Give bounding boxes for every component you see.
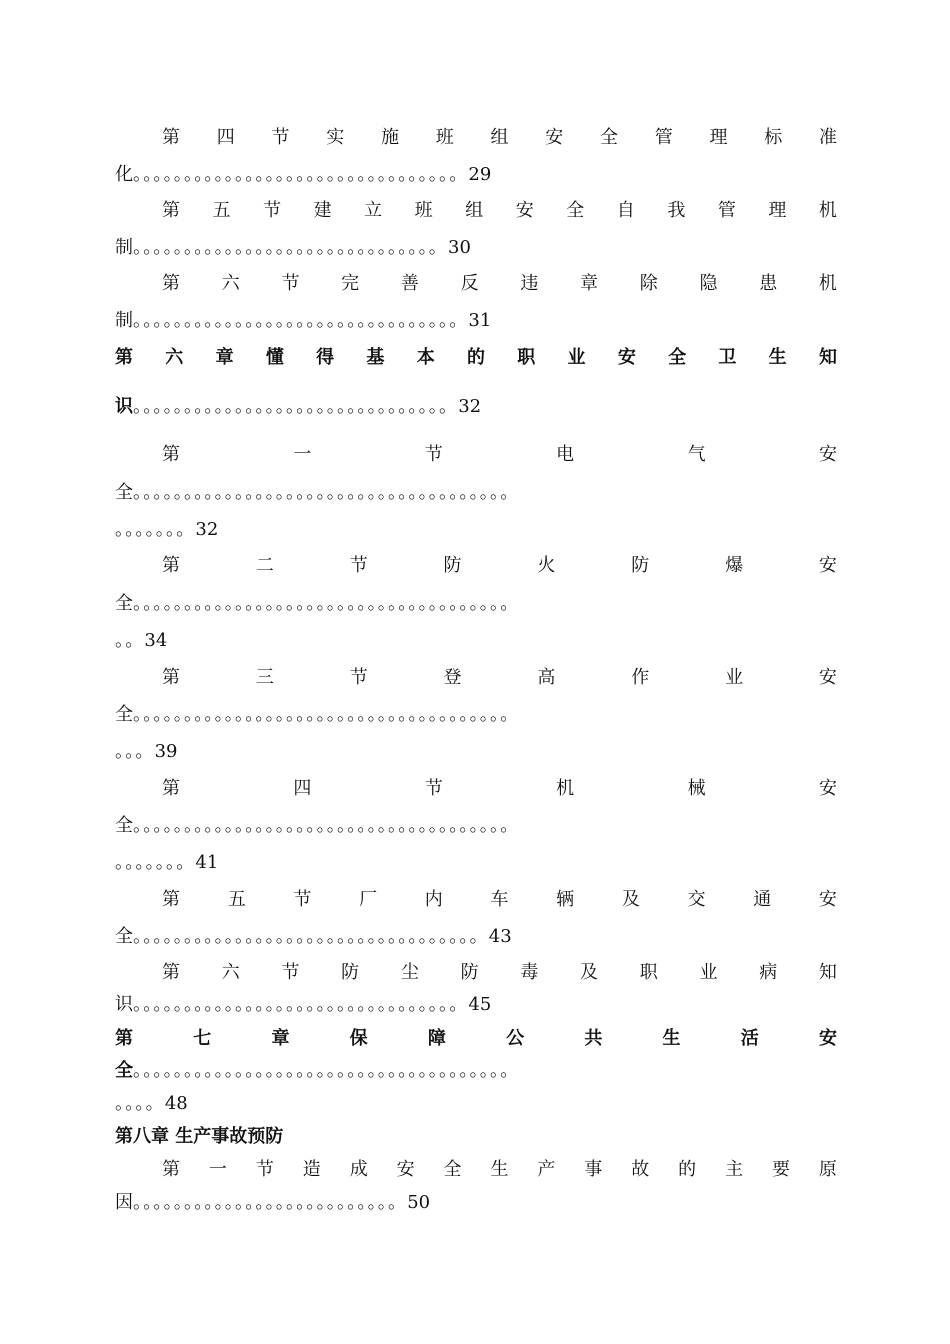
toc-title-char: 防	[443, 555, 462, 576]
toc-title-char: 安	[818, 778, 837, 799]
toc-leader-line[interactable]	[115, 480, 837, 506]
toc-title-char: 生	[768, 347, 787, 368]
toc-title-char: 节	[293, 889, 312, 910]
toc-leader-tail[interactable]	[115, 1091, 837, 1117]
toc-title-char: 生	[490, 1159, 509, 1180]
toc-title-char: 交	[687, 889, 706, 910]
toc-title-char: 共	[584, 1028, 603, 1049]
toc-page-number: 43	[488, 926, 512, 947]
toc-page-number: 34	[144, 630, 168, 651]
toc-title-char: 爆	[725, 555, 744, 576]
toc-lead-char: 识	[115, 396, 133, 417]
toc-title-char: 第	[162, 1159, 180, 1180]
toc-title-char: 故	[631, 1159, 650, 1180]
toc-title-char: 实	[326, 127, 345, 148]
toc-title-char: 三	[255, 667, 274, 688]
toc-title-char: 辆	[556, 889, 575, 910]
toc-title-char: 气	[687, 444, 706, 465]
toc-lead-char: 全	[115, 704, 133, 725]
toc-title-char: 节	[281, 273, 300, 294]
toc-lead-char: 全	[115, 815, 133, 836]
toc-title-char: 机	[818, 200, 837, 221]
toc-title-char: 事	[584, 1159, 603, 1180]
toc-dot-leader: 。。。。	[115, 1093, 165, 1114]
toc-title-char: 安	[396, 1159, 415, 1180]
toc-title-char: 机	[818, 273, 837, 294]
toc-dot-leader: 。。	[115, 630, 145, 651]
toc-lead-char: 因	[115, 1192, 133, 1213]
toc-leader-line[interactable]	[115, 591, 837, 617]
toc-title-char: 班	[435, 127, 454, 148]
toc-page-number: 48	[164, 1093, 188, 1114]
toc-lead-char: 识	[115, 994, 133, 1015]
toc-dot-leader: 。。。。。。。。。。。。。。。。。。。。。。。。。。。。。。。。。。。。。	[133, 593, 520, 614]
toc-page-number: 45	[468, 994, 492, 1015]
toc-title-char: 组	[465, 200, 484, 221]
toc-title-char: 第	[162, 200, 180, 221]
toc-title-char: 节	[271, 127, 290, 148]
toc-page-number: 39	[154, 741, 178, 762]
toc-dot-leader: 。。。。。。。。。。。。。。。。。。。。。。。。。。。。。。。。。。。。。	[133, 1060, 520, 1081]
toc-title-char: 毒	[520, 962, 539, 983]
toc-title-char: 理	[768, 200, 787, 221]
toc-title-char: 患	[759, 273, 778, 294]
toc-title-char: 尘	[400, 962, 419, 983]
toc-title-char: 善	[400, 273, 419, 294]
toc-leader-line[interactable]	[115, 308, 837, 334]
toc-title-char: 原	[818, 1159, 837, 1180]
toc-section-title[interactable]	[162, 125, 837, 151]
toc-title-char: 的	[466, 347, 485, 368]
toc-title-char: 障	[427, 1028, 446, 1049]
toc-dot-leader: 。。。。。。。。。。。。。。。。。。。。。。。。。。。。。。	[133, 237, 448, 258]
toc-leader-line[interactable]	[115, 394, 837, 420]
toc-title-char: 要	[771, 1159, 790, 1180]
toc-title-char: 通	[753, 889, 772, 910]
toc-page-number: 30	[448, 237, 471, 258]
toc-title-char: 全	[443, 1159, 462, 1180]
toc-dot-leader: 。。。。。。。。。。。。。。。。。。。。。。。。。。	[133, 1192, 408, 1213]
toc-title-char: 施	[381, 127, 399, 148]
toc-title-char: 保	[349, 1028, 368, 1049]
toc-title-char: 标	[764, 127, 783, 148]
toc-title-char: 高	[537, 667, 556, 688]
toc-lead-char: 全	[115, 593, 133, 614]
toc-title-char: 业	[725, 667, 744, 688]
toc-dot-leader: 。。。。。。。。。。。。。。。。。。。。。。。。。。。。。。。。	[133, 164, 469, 185]
toc-leader-line[interactable]	[115, 702, 837, 728]
toc-page-number: 31	[468, 310, 492, 331]
toc-title-char: 内	[424, 889, 443, 910]
toc-title-char: 四	[293, 778, 312, 799]
toc-title-char: 全	[600, 127, 618, 148]
toc-title-char: 章	[580, 273, 599, 294]
toc-title-char: 卫	[718, 347, 737, 368]
toc-title-char: 火	[537, 555, 556, 576]
toc-lead-char: 制	[115, 310, 133, 331]
toc-title-char: 业	[567, 347, 586, 368]
toc-page-number: 29	[468, 164, 492, 185]
toc-title-char: 管	[654, 127, 673, 148]
toc-title-char: 本	[416, 347, 435, 368]
toc-title-char: 准	[819, 127, 837, 148]
toc-title-char: 组	[490, 127, 509, 148]
toc-title-char: 四	[216, 127, 235, 148]
toc-title-char: 安	[818, 555, 837, 576]
toc-title-char: 建	[313, 200, 332, 221]
toc-dot-leader: 。。。。。。。。。。。。。。。。。。。。。。。。。。。。。。。。	[133, 994, 469, 1015]
toc-title-char: 违	[520, 273, 539, 294]
toc-title-char: 机	[556, 778, 575, 799]
toc-title-char: 产	[537, 1159, 556, 1180]
toc-title-char: 一	[293, 444, 312, 465]
toc-chapter-title[interactable]	[115, 1026, 837, 1052]
toc-dot-leader: 。。。。。。。。。。。。。。。。。。。。。。。。。。。。。。。。。。。。。	[133, 815, 520, 836]
toc-title-char: 章	[215, 347, 234, 368]
toc-title-char: 的	[678, 1159, 697, 1180]
toc-title-char: 第	[115, 347, 133, 368]
toc-title-char: 安	[818, 444, 837, 465]
toc-section-title[interactable]	[162, 960, 837, 986]
toc-leader-line[interactable]	[115, 992, 837, 1018]
toc-title-char: 病	[759, 962, 778, 983]
toc-title-char: 除	[639, 273, 658, 294]
toc-page-number: 50	[407, 1192, 431, 1213]
toc-title-char: 成	[349, 1159, 368, 1180]
toc-title-char: 全	[566, 200, 585, 221]
toc-title-char: 自	[616, 200, 635, 221]
toc-title-char: 及	[580, 962, 599, 983]
toc-title-char: 知	[818, 347, 837, 368]
toc-dot-leader: 。。。。。。。。。。。。。。。。。。。。。。。。。。。。。。。。	[133, 310, 469, 331]
toc-section-title[interactable]	[162, 1157, 837, 1183]
toc-title-char: 第	[162, 127, 180, 148]
toc-title-char: 第	[162, 444, 180, 465]
toc-title-char: 反	[460, 273, 479, 294]
toc-title-char: 节	[424, 778, 443, 799]
toc-section-title[interactable]	[162, 887, 837, 913]
toc-title-char: 全	[668, 347, 687, 368]
toc-title-char: 职	[517, 347, 536, 368]
toc-title-char: 安	[818, 889, 837, 910]
toc-page-number: 32	[458, 396, 482, 417]
toc-title-char: 第	[162, 778, 180, 799]
toc-leader-tail[interactable]	[115, 628, 837, 654]
toc-title-char: 防	[460, 962, 479, 983]
toc-title-char: 安	[515, 200, 534, 221]
toc-title-char: 基	[366, 347, 385, 368]
toc-title-char: 第	[162, 889, 180, 910]
toc-leader-line[interactable]	[115, 235, 837, 261]
toc-title-char: 车	[490, 889, 509, 910]
toc-title-char: 一	[208, 1159, 227, 1180]
toc-title-char: 业	[699, 962, 718, 983]
toc-leader-line[interactable]	[115, 813, 837, 839]
toc-lead-char: 制	[115, 237, 133, 258]
toc-title-char: 懂	[265, 347, 284, 368]
toc-title-char: 生	[662, 1028, 681, 1049]
toc-dot-leader: 。。。。。。。。。。。。。。。。。。。。。。。。。。。。。。。。。。。。。	[133, 482, 520, 503]
toc-title-char: 六	[165, 347, 184, 368]
toc-title-char: 第	[162, 555, 180, 576]
toc-page-number: 41	[195, 852, 219, 873]
toc-title-char: 防	[631, 555, 650, 576]
toc-lead-char: 化	[115, 164, 133, 185]
toc-section-title[interactable]	[162, 198, 837, 224]
toc-title-char: 章	[271, 1028, 290, 1049]
toc-dot-leader: 。。。。。。。。。。。。。。。。。。。。。。。。。。。。。。。。。。	[133, 926, 489, 947]
toc-dot-leader: 。。。。。。。。。。。。。。。。。。。。。。。。。。。。。。。。。。。。。	[133, 704, 520, 725]
toc-title-char: 节	[263, 200, 282, 221]
toc-title-char: 第	[115, 1028, 133, 1049]
toc-title-char: 造	[302, 1159, 321, 1180]
toc-title-char: 二	[255, 555, 274, 576]
toc-title-char: 电	[556, 444, 575, 465]
toc-title-char: 械	[687, 778, 706, 799]
toc-title-char: 防	[341, 962, 360, 983]
toc-page-number: 32	[195, 519, 219, 540]
toc-lead-char: 全	[115, 1060, 133, 1081]
toc-dot-leader: 。。。。。。。	[115, 852, 196, 873]
toc-leader-line[interactable]	[115, 162, 837, 188]
toc-title-char: 管	[717, 200, 736, 221]
toc-title-char: 隐	[699, 273, 718, 294]
toc-title-char: 七	[193, 1028, 212, 1049]
toc-title-char: 班	[414, 200, 433, 221]
toc-dot-leader: 。。。。。。。	[115, 519, 196, 540]
toc-title-char: 职	[639, 962, 658, 983]
toc-title-char: 节	[281, 962, 300, 983]
toc-title-char: 节	[349, 555, 368, 576]
toc-title-char: 登	[443, 667, 462, 688]
toc-title-char: 六	[221, 273, 240, 294]
toc-title-char: 得	[316, 347, 335, 368]
toc-title-char: 安	[818, 667, 837, 688]
toc-leader-tail[interactable]	[115, 739, 837, 765]
toc-leader-line[interactable]	[115, 1058, 837, 1084]
toc-title-char: 节	[424, 444, 443, 465]
toc-title-char: 公	[506, 1028, 525, 1049]
toc-dot-leader: 。。。。。。。。。。。。。。。。。。。。。。。。。。。。。。。	[133, 396, 459, 417]
toc-chapter-title[interactable]	[115, 345, 837, 371]
toc-dot-leader: 。。。	[115, 741, 155, 762]
toc-title-char: 六	[221, 962, 240, 983]
toc-leader-line[interactable]	[115, 1190, 837, 1216]
toc-title-char: 安	[617, 347, 636, 368]
toc-lead-char: 全	[115, 482, 133, 503]
toc-title-char: 作	[631, 667, 650, 688]
toc-title-char: 第	[162, 273, 180, 294]
toc-title-char: 完	[341, 273, 360, 294]
toc-title-char: 主	[725, 1159, 744, 1180]
toc-section-title[interactable]	[162, 271, 837, 297]
toc-title-char: 安	[545, 127, 564, 148]
toc-title-char: 五	[212, 200, 231, 221]
toc-section-title[interactable]	[162, 776, 837, 802]
toc-leader-tail[interactable]	[115, 517, 837, 543]
toc-title-char: 我	[667, 200, 686, 221]
toc-chapter-title[interactable]: 第八章 生产事故预防	[115, 1126, 284, 1147]
toc-title-char: 节	[255, 1159, 274, 1180]
toc-section-title[interactable]	[162, 553, 837, 579]
toc-leader-tail[interactable]	[115, 850, 837, 876]
toc-section-title[interactable]	[162, 665, 837, 691]
toc-title-char: 安	[818, 1028, 837, 1049]
toc-title-char: 及	[621, 889, 640, 910]
toc-title-char: 理	[709, 127, 728, 148]
toc-title-char: 五	[227, 889, 246, 910]
toc-title-char: 节	[349, 667, 368, 688]
toc-title-char: 知	[818, 962, 837, 983]
toc-title-char: 活	[740, 1028, 759, 1049]
toc-title-char: 第	[162, 962, 180, 983]
toc-title-char: 厂	[359, 889, 378, 910]
toc-leader-line[interactable]	[115, 924, 837, 950]
toc-title-char: 立	[364, 200, 383, 221]
toc-section-title[interactable]	[162, 442, 837, 468]
toc-lead-char: 全	[115, 926, 133, 947]
toc-title-char: 第	[162, 667, 180, 688]
